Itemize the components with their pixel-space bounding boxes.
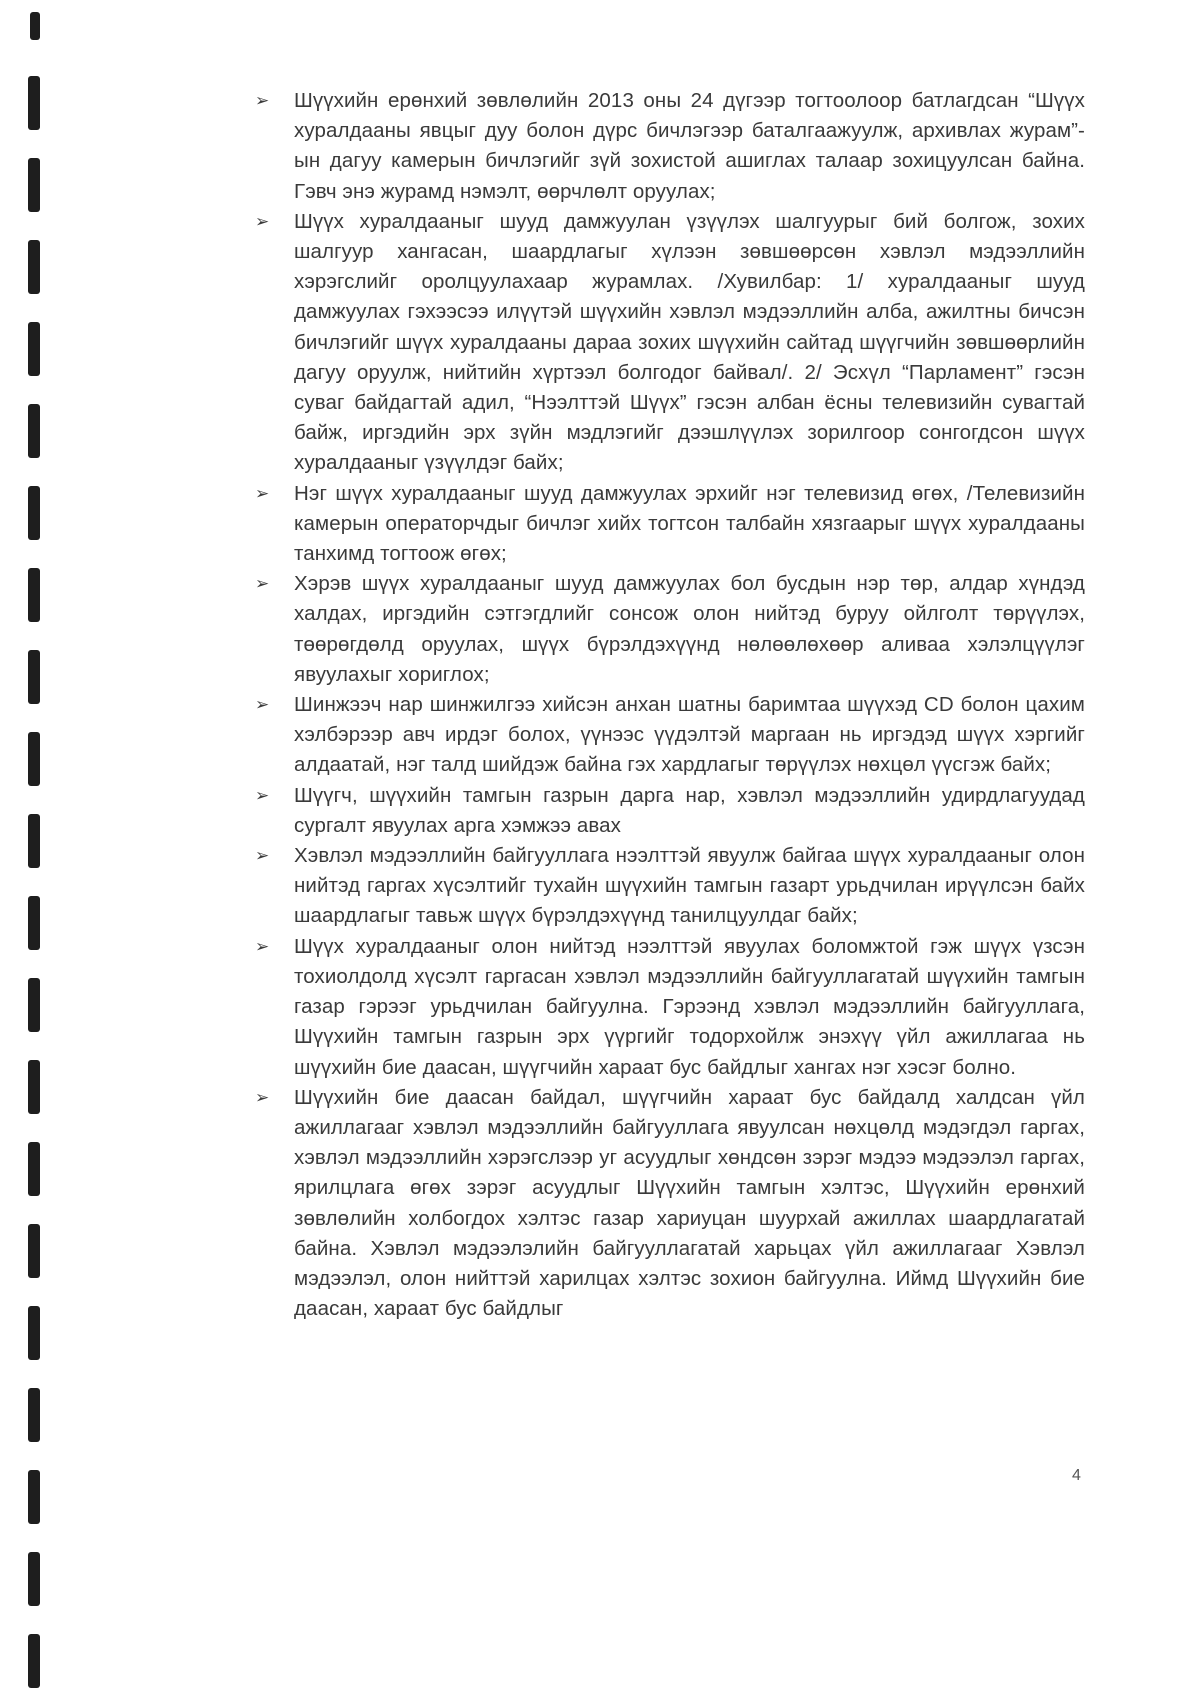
bullet-item (255, 569, 1085, 690)
binding-hole (28, 1142, 40, 1196)
binding-hole (28, 1388, 40, 1442)
arrow-bullet-icon: ➢ (255, 1087, 270, 1108)
binding-hole (28, 1634, 40, 1688)
binding-hole (28, 1552, 40, 1606)
arrow-bullet-icon: ➢ (255, 211, 270, 232)
bullet-text: Шүүхийн ерөнхий зөвлөлийн 2013 оны 24 дүгээр тогтоолоор батлагдсан “Шүүх хуралдааны явцыг дуу болон дүрс бичлэгээр баталгаажуулж, архивлах журам”-ын дагуу камерын бичлэгийг зүй зохистой ашиглах талаар зохицуулсан байна. Гэвч энэ журамд нэмэлт, өөрчлөлт оруулах; (294, 89, 1085, 203)
arrow-bullet-icon: ➢ (255, 846, 270, 867)
binding-hole (28, 568, 40, 622)
bullet-item (255, 690, 1085, 781)
binding-hole (28, 1060, 40, 1114)
bullet-item (255, 1083, 1085, 1325)
bullet-text: Шүүх хуралдааныг олон нийтэд нээлттэй явуулах боломжтой гэж шүүх үзсэн тохиолдолд хүсэлт гаргасан хэвлэл мэдээллийн байгууллагатай шүүхийн тамгын газар гэрээг урьдчилан байгуулна. Гэрээнд хэвлэл мэдээллийн байгууллага, Шүүхийн тамгын газрын эрх үүргийг тодорхойлж энэхүү үйл ажиллагаа нь шүүхийн бие даасан, шүүгчийн хараат бус байдлыг хангах нэг хэсэг болно. (294, 934, 1085, 1079)
arrow-bullet-icon: ➢ (255, 936, 270, 957)
binding-hole (28, 978, 40, 1032)
bullet-text: Шинжээч нар шинжилгээ хийсэн анхан шатны баримтаа шүүхэд CD болон цахим хэлбэрээр авч ирдэг болох, үүнээс үүдэлтэй маргаан нь иргэдэд шүүх хэргийг алдаатай, нэг талд шийдэж байна гэх хардлагыг төрүүлэх нөхцөл үүсгэж байх; (294, 693, 1085, 777)
bullet-item (255, 86, 1085, 207)
binding-hole (28, 240, 40, 294)
binding-hole (28, 158, 40, 212)
bullet-item (255, 841, 1085, 932)
bullet-text: Шүүх хуралдааныг шууд дамжуулан үзүүлэх шалгуурыг бий болгож, зохих шалгуур хангасан, шаардлагыг хүлээн зөвшөөрсөн хэвлэл мэдээллийн хэрэгслийг оролцуулахаар журамлах. /Хувилбар: 1/ хуралдааныг шууд дамжуулах гэхээсээ илүүтэй шүүхийн хэвлэл мэдээллийн алба, ажилтны бичсэн бичлэгийг шүүх хуралдааны дараа зохих шүүхийн сайтад шүүгчийн зөвшөөрлийн дагуу оруулж, нийтийн хүртээл болгодог байвал/. 2/ Эсхүл “Парламент” гэсэн суваг байдагтай адил, “Нээлттэй Шүүх” гэсэн албан ёсны телевизийн сувагтай байж, иргэдийн эрх зүйн мэдлэгийг дээшлүүлэх зорилгоор сонгогдсон шүүх хуралдааныг үзүүлдэг байх; (294, 209, 1085, 475)
binding-hole (28, 814, 40, 868)
binding-hole (28, 650, 40, 704)
binding-hole (30, 12, 40, 40)
arrow-bullet-icon: ➢ (255, 695, 270, 716)
binding-hole (28, 732, 40, 786)
bullet-item (255, 781, 1085, 841)
bullet-text: Нэг шүүх хуралдааныг шууд дамжуулах эрхийг нэг телевизид өгөх, /Телевизийн камерын операторчдыг бичлэг хийх тогтсон талбайн хязгаарыг шүүх хуралдааны танхимд тогтоож өгөх; (294, 481, 1085, 566)
bullet-text: Хэвлэл мэдээллийн байгууллага нээлттэй явуулж байгаа шүүх хуралдааныг олон нийтэд гаргах хүсэлтийг тухайн шүүхийн тамгын газарт урьдчилан ирүүлсэн байх шаардлагыг тавьж шүүх бүрэлдэхүүнд танилцуулдаг байх; (294, 844, 1085, 928)
binding-hole (28, 1224, 40, 1278)
arrow-bullet-icon: ➢ (255, 785, 270, 806)
document-body (255, 86, 1085, 1324)
binding-holes (28, 0, 46, 1693)
binding-hole (28, 1470, 40, 1524)
bullet-text: Шүүхийн бие даасан байдал, шүүгчийн хараат бус байдалд халдсан үйл ажиллагааг хэвлэл мэдээллийн байгууллага явуулсан нөхцөлд мэдэгдэл гаргах, хэвлэл мэдээллийн хэрэгслээр уг асуудлыг хөндсөн зэрэг мэдээ мэдээлэл гаргах, ярилцлага өгөх зэрэг асуудлыг Шүүхийн тамгын хэлтэс, Шүүхийн ерөнхий зөвлөлийн холбогдох хэлтэс газар хариуцан шуурхай ажиллах шаардлагатай байна. Хэвлэл мэдээлэлийн байгууллагатай харьцах үйл ажиллагааг Хэвлэл мэдээлэл, олон нийттэй харилцах хэлтэс зохион байгуулна. Иймд Шүүхийн бие даасан, хараат бус байдлыг (294, 1085, 1085, 1321)
binding-hole (28, 404, 40, 458)
arrow-bullet-icon: ➢ (255, 574, 270, 595)
binding-hole (28, 1306, 40, 1360)
binding-hole (28, 322, 40, 376)
bullet-item (255, 207, 1085, 479)
binding-hole (28, 486, 40, 540)
bullet-item (255, 479, 1085, 570)
binding-hole (28, 896, 40, 950)
binding-hole (28, 76, 40, 130)
bullet-text: Хэрэв шүүх хуралдааныг шууд дамжуулах бол бусдын нэр төр, алдар хүндэд халдах, иргэдийн сэтгэгдлийг сонсож олон нийтэд буруу ойлголт төрүүлэх, төөрөгдөлд оруулах, шүүх бүрэлдэхүүнд нөлөөлөхөөр аливаа хэлэлцүүлэг явуулахыг хориглох; (294, 572, 1085, 686)
bullet-text: Шүүгч, шүүхийн тамгын газрын дарга нар, хэвлэл мэдээллийн удирдлагуудад сургалт явуулах арга хэмжээ авах (294, 783, 1085, 837)
arrow-bullet-icon: ➢ (255, 483, 270, 504)
page-number: 4 (1072, 1467, 1081, 1484)
arrow-bullet-icon: ➢ (255, 91, 270, 111)
bullet-item (255, 932, 1085, 1083)
